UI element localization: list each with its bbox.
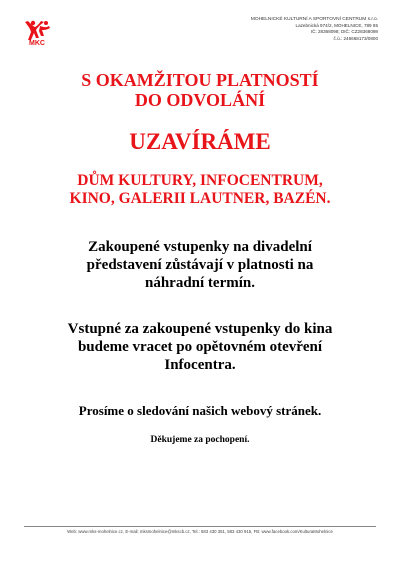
tickets-line-2: představení zůstávají v platnosti na	[86, 257, 314, 273]
refund-line-1: Vstupné za zakoupené vstupenky do kina	[67, 321, 333, 337]
tickets-line-1: Zakoupené vstupenky na divadelní	[88, 239, 312, 255]
organization-address: Lazebnická 974/2, MOHELNICE, 789 85	[295, 23, 378, 29]
organization-name: MOHELNICKÉ KULTURNÍ A SPORTOVNÍ CENTRUM s.r.o.	[250, 17, 378, 22]
organization-account: č.ú.: 246668173/0800	[333, 35, 378, 41]
organization-info	[208, 17, 378, 42]
organization-ids: IČ: 28368098; DIČ: CZ28368098	[310, 29, 378, 35]
refund-line-2: budeme vracet po opětovném otevření	[77, 339, 323, 355]
headline-line-2: DO ODVOLÁNÍ	[134, 90, 266, 110]
tickets-line-3: náhradní termín.	[144, 275, 255, 291]
tickets-notice	[0, 238, 400, 292]
thanks-note: Děkujeme za pochopení.	[150, 435, 250, 445]
website-notice: Prosíme o sledování našich webový stránek.	[78, 403, 322, 418]
headline-line-1: S OKAMŽITOU PLATNOSTÍ	[81, 70, 319, 90]
facilities-line-2: KINO, GALERII LAUTNER, BAZÉN.	[69, 190, 331, 207]
footer-contacts: Web: www.mks-mohelnice.cz, E-mail: mksmohelnice@mkscb.cz, Tel.: 583 430 351, 583 430 915, FB: www.facebook.com/KulturaMohelnice	[67, 529, 333, 534]
headline	[0, 70, 400, 110]
refund-line-3: Infocentra.	[164, 357, 236, 373]
footer-divider	[24, 526, 376, 527]
logo-text: MKC	[29, 40, 45, 46]
closing-title: UZAVÍRÁME	[129, 129, 271, 154]
mkc-logo	[22, 18, 52, 46]
closed-facilities	[0, 172, 400, 208]
refund-notice	[0, 320, 400, 374]
facilities-line-1: DŮM KULTURY, INFOCENTRUM,	[77, 172, 323, 189]
notice-content	[0, 70, 400, 446]
